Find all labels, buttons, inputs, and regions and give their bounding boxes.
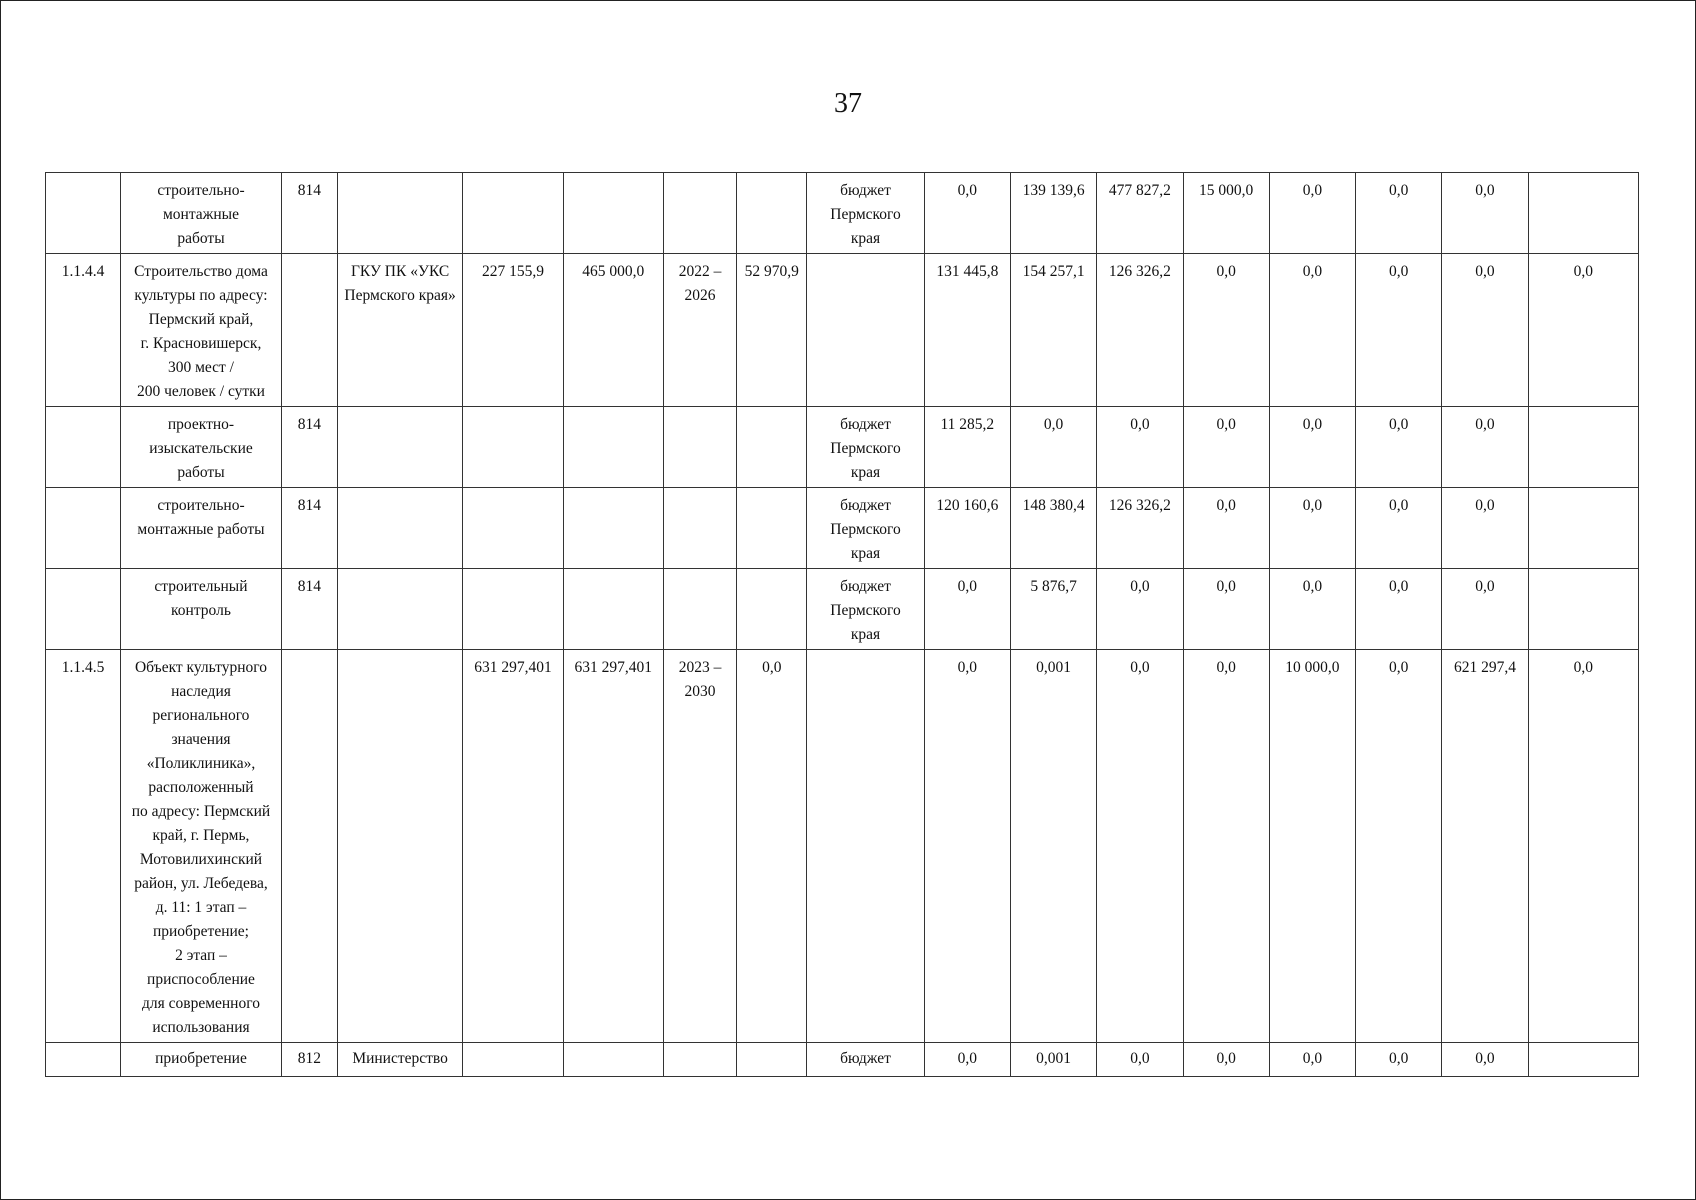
cell-year-2-text: 154 257,1 — [1022, 263, 1085, 280]
cell-year-3-text: 126 326,2 — [1108, 263, 1171, 280]
cell-grbs — [281, 173, 337, 254]
cell-year-5-text: 0,0 — [1302, 578, 1323, 595]
cell-period — [663, 407, 736, 488]
cell-year-5 — [1269, 1043, 1355, 1077]
cell-year-1-text: 120 160,6 — [936, 497, 999, 514]
cell-year-5 — [1269, 650, 1355, 1043]
cell-year-6 — [1356, 407, 1442, 488]
cell-executor-text: Министерство — [352, 1050, 448, 1067]
cell-code — [46, 254, 121, 407]
cell-year-3-text: 477 827,2 — [1108, 182, 1171, 199]
budget-table — [45, 172, 1639, 1077]
table-row — [46, 407, 1639, 488]
cell-code — [46, 569, 121, 650]
cell-executor — [337, 407, 462, 488]
cell-year-6-text: 0,0 — [1388, 578, 1409, 595]
cell-year-7-text: 0,0 — [1475, 497, 1495, 514]
cell-year-5-text: 0,0 — [1302, 497, 1323, 514]
cell-funding-source — [807, 254, 924, 407]
cell-grbs-text: 812 — [297, 1050, 321, 1067]
cell-grbs — [281, 569, 337, 650]
cell-year-5 — [1269, 173, 1355, 254]
cell-year-2-text: 0,0 — [1043, 416, 1064, 433]
cell-year-2 — [1010, 173, 1096, 254]
cell-year-4 — [1183, 569, 1269, 650]
cell-period-text: 2022 – 2026 — [678, 263, 722, 304]
cell-year-6 — [1356, 254, 1442, 407]
cell-year-5 — [1269, 569, 1355, 650]
cell-name — [121, 569, 282, 650]
cell-year-7-text: 0,0 — [1475, 578, 1495, 595]
cell-estimated-cost — [463, 173, 563, 254]
cell-year-3 — [1097, 173, 1183, 254]
cell-year-1-text: 0,0 — [957, 578, 978, 595]
cell-grbs — [281, 254, 337, 407]
table-row — [46, 569, 1639, 650]
cell-funding-source — [807, 407, 924, 488]
cell-limit — [563, 1043, 663, 1077]
table-row — [46, 173, 1639, 254]
cell-estimated-cost — [463, 1043, 563, 1077]
cell-year-6 — [1356, 569, 1442, 650]
cell-code — [46, 407, 121, 488]
cell-year-4-text: 0,0 — [1216, 659, 1236, 676]
cell-estimated-cost — [463, 254, 563, 407]
cell-year-2-text: 0,001 — [1036, 659, 1072, 676]
cell-year-2 — [1010, 407, 1096, 488]
cell-year-6-text: 0,0 — [1388, 497, 1409, 514]
cell-year-6 — [1356, 173, 1442, 254]
cell-period — [663, 650, 736, 1043]
cell-year-5 — [1269, 488, 1355, 569]
cell-limit — [563, 407, 663, 488]
cell-year-2 — [1010, 254, 1096, 407]
cell-name — [121, 650, 282, 1043]
cell-year-5 — [1269, 407, 1355, 488]
cell-grbs-text: 814 — [297, 416, 321, 433]
cell-estimated-cost-text: 631 297,401 — [474, 659, 552, 676]
cell-year-7 — [1442, 173, 1528, 254]
cell-year-4-text: 0,0 — [1216, 578, 1236, 595]
cell-name-text: строительно- монтажные работы — [137, 497, 265, 538]
cell-limit — [563, 650, 663, 1043]
cell-period-text: 2023 – 2030 — [678, 659, 722, 700]
cell-code — [46, 173, 121, 254]
cell-limit — [563, 173, 663, 254]
cell-limit — [563, 569, 663, 650]
cell-grbs — [281, 488, 337, 569]
cell-funding-source-text: бюджет Пермского края — [830, 578, 901, 643]
cell-grbs-text: 814 — [297, 182, 321, 199]
cell-year-1 — [924, 1043, 1010, 1077]
cell-year-7 — [1442, 650, 1528, 1043]
cell-year-8 — [1528, 254, 1638, 407]
cell-year-2 — [1010, 488, 1096, 569]
cell-year-1 — [924, 254, 1010, 407]
cell-name-text: строительный контроль — [154, 578, 248, 619]
cell-year-7-text: 0,0 — [1475, 1050, 1495, 1067]
cell-year-8 — [1528, 650, 1638, 1043]
cell-year-2 — [1010, 1043, 1096, 1077]
cell-year-3 — [1097, 407, 1183, 488]
cell-year-2-text: 148 380,4 — [1022, 497, 1085, 514]
cell-year-1-text: 131 445,8 — [936, 263, 999, 280]
cell-year-1-text: 0,0 — [957, 182, 978, 199]
cell-year-8 — [1528, 1043, 1638, 1077]
page-number: 37 — [834, 88, 862, 119]
cell-executor — [337, 488, 462, 569]
cell-period — [663, 569, 736, 650]
cell-name-text: проектно- изыскательские работы — [149, 416, 253, 481]
cell-year-7 — [1442, 569, 1528, 650]
cell-year-3 — [1097, 1043, 1183, 1077]
cell-estimated-cost — [463, 569, 563, 650]
cell-funding-source — [807, 650, 924, 1043]
cell-year-4 — [1183, 407, 1269, 488]
table-row — [46, 1043, 1639, 1077]
cell-period — [663, 1043, 736, 1077]
cell-period — [663, 254, 736, 407]
cell-year-5-text: 0,0 — [1302, 416, 1323, 433]
cell-year-2 — [1010, 650, 1096, 1043]
cell-name — [121, 488, 282, 569]
cell-year-1 — [924, 650, 1010, 1043]
cell-executor-text: ГКУ ПК «УКС Пермского края» — [344, 263, 456, 304]
cell-year-6-text: 0,0 — [1388, 182, 1409, 199]
cell-estimated-cost — [463, 488, 563, 569]
cell-previous-years — [737, 650, 807, 1043]
cell-year-3 — [1097, 254, 1183, 407]
cell-code — [46, 488, 121, 569]
cell-year-7 — [1442, 407, 1528, 488]
cell-year-4 — [1183, 1043, 1269, 1077]
cell-period — [663, 488, 736, 569]
cell-limit-text: 465 000,0 — [582, 263, 645, 280]
cell-year-7-text: 0,0 — [1475, 182, 1495, 199]
cell-previous-years — [737, 1043, 807, 1077]
cell-code-text: 1.1.4.5 — [61, 659, 105, 676]
cell-year-6-text: 0,0 — [1388, 263, 1409, 280]
cell-year-8 — [1528, 173, 1638, 254]
cell-year-1 — [924, 488, 1010, 569]
cell-year-7-text: 0,0 — [1475, 416, 1495, 433]
cell-year-5-text: 0,0 — [1302, 182, 1323, 199]
cell-previous-years — [737, 407, 807, 488]
cell-grbs — [281, 650, 337, 1043]
cell-year-1-text: 11 285,2 — [940, 416, 995, 433]
cell-year-8 — [1528, 488, 1638, 569]
cell-year-4 — [1183, 173, 1269, 254]
cell-year-4-text: 0,0 — [1216, 497, 1236, 514]
cell-name — [121, 407, 282, 488]
cell-year-4-text: 0,0 — [1216, 263, 1236, 280]
cell-year-8-text: 0,0 — [1573, 659, 1593, 676]
cell-year-3-text: 0,0 — [1130, 416, 1150, 433]
cell-funding-source — [807, 569, 924, 650]
cell-year-8-text: 0,0 — [1573, 263, 1593, 280]
cell-year-7 — [1442, 488, 1528, 569]
cell-previous-years — [737, 254, 807, 407]
cell-name — [121, 1043, 282, 1077]
table-row — [46, 488, 1639, 569]
cell-year-1 — [924, 407, 1010, 488]
cell-year-5-text: 0,0 — [1302, 263, 1323, 280]
cell-grbs — [281, 407, 337, 488]
cell-year-4 — [1183, 488, 1269, 569]
cell-estimated-cost-text: 227 155,9 — [481, 263, 544, 280]
cell-year-5-text: 10 000,0 — [1285, 659, 1340, 676]
cell-funding-source — [807, 1043, 924, 1077]
cell-year-1 — [924, 173, 1010, 254]
cell-year-6-text: 0,0 — [1388, 416, 1409, 433]
cell-year-8 — [1528, 569, 1638, 650]
cell-name — [121, 254, 282, 407]
cell-limit-text: 631 297,401 — [574, 659, 653, 676]
cell-estimated-cost — [463, 407, 563, 488]
cell-previous-years — [737, 173, 807, 254]
cell-code-text: 1.1.4.4 — [61, 263, 105, 280]
cell-year-3 — [1097, 488, 1183, 569]
cell-year-1 — [924, 569, 1010, 650]
cell-grbs-text: 814 — [297, 578, 321, 595]
cell-year-2-text: 5 876,7 — [1030, 578, 1077, 595]
cell-year-3-text: 0,0 — [1130, 1050, 1150, 1067]
cell-year-1-text: 0,0 — [957, 659, 978, 676]
cell-year-4-text: 0,0 — [1216, 416, 1236, 433]
cell-year-3-text: 126 326,2 — [1108, 497, 1171, 514]
cell-previous-years-text: 52 970,9 — [744, 263, 799, 280]
cell-year-1-text: 0,0 — [957, 1050, 978, 1067]
cell-funding-source-text: бюджет Пермского края — [830, 182, 901, 247]
cell-year-6 — [1356, 650, 1442, 1043]
cell-year-4 — [1183, 254, 1269, 407]
cell-year-2-text: 0,001 — [1036, 1050, 1072, 1067]
cell-year-2 — [1010, 569, 1096, 650]
cell-year-3-text: 0,0 — [1130, 578, 1150, 595]
cell-funding-source — [807, 488, 924, 569]
cell-year-6-text: 0,0 — [1388, 659, 1409, 676]
cell-funding-source — [807, 173, 924, 254]
cell-year-3 — [1097, 650, 1183, 1043]
cell-year-5 — [1269, 254, 1355, 407]
cell-name-text: Строительство дома культуры по адресу: Пермский край, г. Красновишерск, 300 мест / 200 человек / сутки — [134, 263, 268, 400]
cell-estimated-cost — [463, 650, 563, 1043]
cell-limit — [563, 254, 663, 407]
cell-code — [46, 1043, 121, 1077]
cell-executor — [337, 569, 462, 650]
cell-name — [121, 173, 282, 254]
cell-executor — [337, 254, 462, 407]
cell-grbs — [281, 1043, 337, 1077]
cell-year-2-text: 139 139,6 — [1022, 182, 1085, 199]
cell-year-4-text: 15 000,0 — [1199, 182, 1254, 199]
cell-year-4 — [1183, 650, 1269, 1043]
table-row — [46, 254, 1639, 407]
cell-year-4-text: 0,0 — [1216, 1050, 1236, 1067]
cell-code — [46, 650, 121, 1043]
cell-grbs-text: 814 — [297, 497, 321, 514]
cell-year-8 — [1528, 407, 1638, 488]
cell-executor — [337, 173, 462, 254]
cell-name-text: строительно- монтажные работы — [157, 182, 245, 247]
cell-year-7 — [1442, 254, 1528, 407]
cell-name-text: приобретение — [155, 1050, 247, 1067]
cell-previous-years — [737, 488, 807, 569]
cell-year-3 — [1097, 569, 1183, 650]
cell-executor — [337, 650, 462, 1043]
cell-year-6-text: 0,0 — [1388, 1050, 1409, 1067]
cell-funding-source-text: бюджет Пермского края — [830, 416, 901, 481]
cell-year-6 — [1356, 1043, 1442, 1077]
table-row — [46, 650, 1639, 1043]
cell-period — [663, 173, 736, 254]
cell-year-7-text: 0,0 — [1475, 263, 1495, 280]
cell-year-7-text: 621 297,4 — [1453, 659, 1516, 676]
cell-funding-source-text: бюджет Пермского края — [830, 497, 901, 562]
cell-previous-years — [737, 569, 807, 650]
cell-year-5-text: 0,0 — [1302, 1050, 1323, 1067]
cell-year-3-text: 0,0 — [1130, 659, 1150, 676]
cell-limit — [563, 488, 663, 569]
cell-executor — [337, 1043, 462, 1077]
cell-year-6 — [1356, 488, 1442, 569]
cell-funding-source-text: бюджет — [840, 1050, 891, 1067]
cell-year-7 — [1442, 1043, 1528, 1077]
table-body — [46, 173, 1639, 1077]
cell-previous-years-text: 0,0 — [762, 659, 782, 676]
cell-name-text: Объект культурного наследия регионального значения «Поликлиника», расположенный по адресу: Пермский край, г. Пермь, Мотовилихинский район, ул. Лебедева, д. 11: 1 этап – приобретение; 2 этап – приспособление для современного использования — [131, 659, 271, 1036]
